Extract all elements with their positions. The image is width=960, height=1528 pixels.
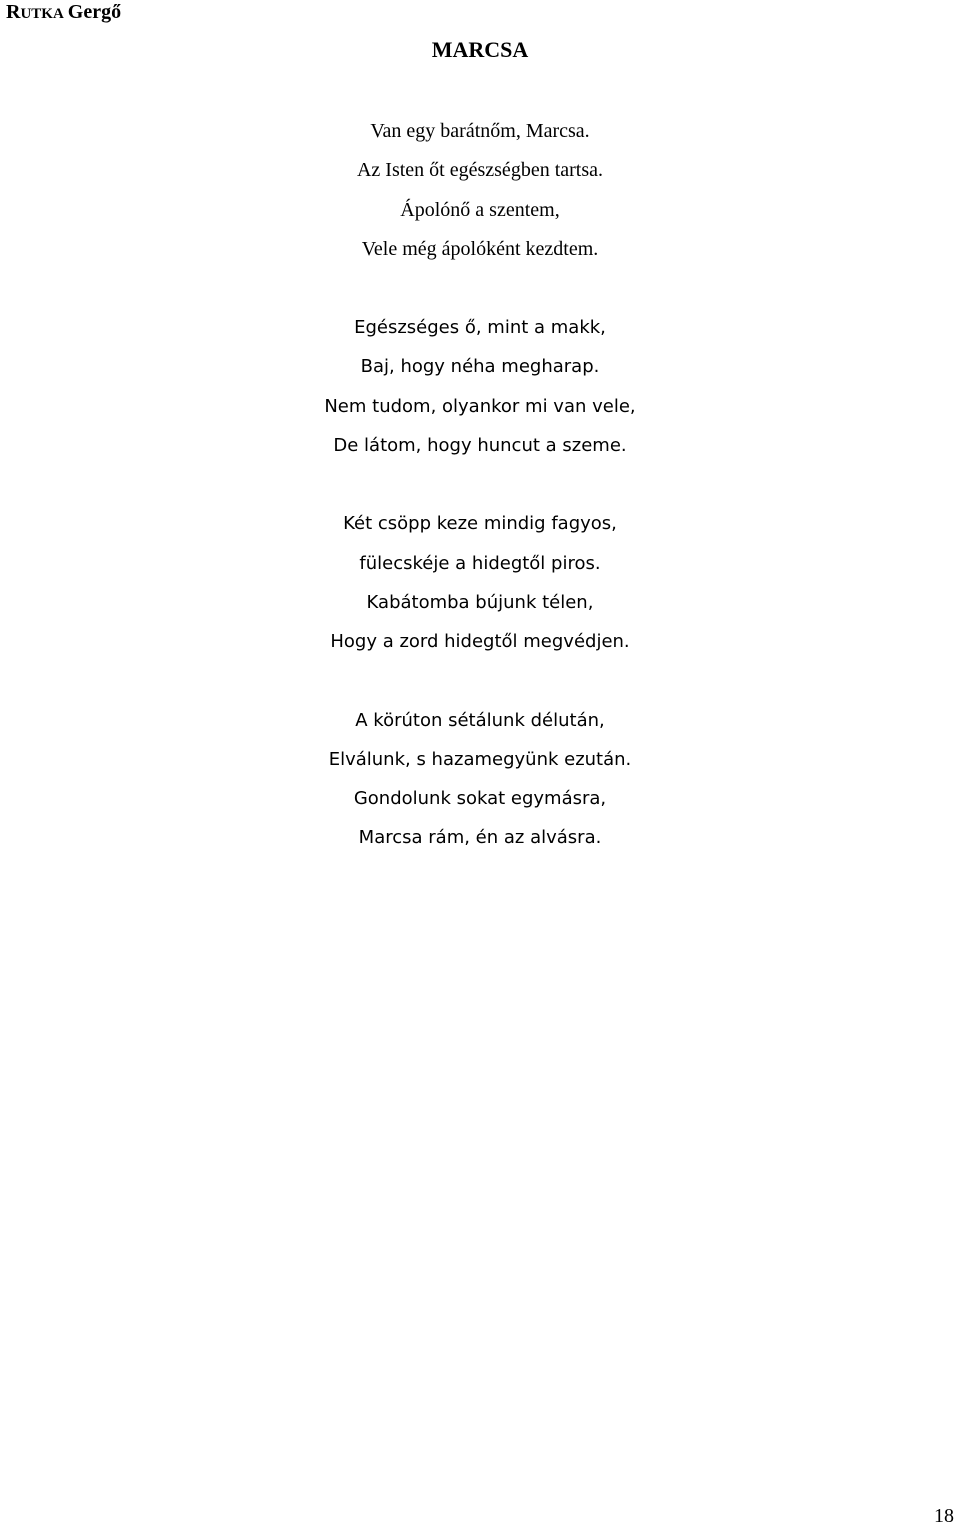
- poem-line: fülecskéje a hidegtől piros.: [359, 552, 601, 574]
- author-given-name: Gergő: [67, 1, 122, 23]
- poem-line: Vele még ápolóként kezdtem.: [361, 237, 599, 260]
- page-number: 18: [934, 1505, 954, 1527]
- running-header-author: [6, 0, 121, 26]
- poem-line: Két csöpp keze mindig fagyos,: [343, 513, 617, 535]
- poem-line: Elválunk, s hazamegyünk ezután.: [328, 748, 632, 770]
- poem-line: Marcsa rám, én az alvásra.: [358, 827, 602, 849]
- poem-line: Az Isten őt egészségben tartsa.: [356, 159, 603, 182]
- poem-line: Van egy barátnőm, Marcsa.: [370, 120, 590, 142]
- poem-line: Nem tudom, olyankor mi van vele,: [324, 395, 636, 417]
- poem-line: A körúton sétálunk délután,: [355, 709, 605, 731]
- poem-line: Egészséges ő, mint a makk,: [354, 317, 606, 339]
- stanza-1: [0, 112, 960, 269]
- author-surname-rest: UTKA: [20, 6, 64, 22]
- poem-line: Kabátomba bújunk télen,: [366, 591, 594, 613]
- poem-line: De látom, hogy huncut a szeme.: [333, 435, 627, 457]
- author-surname-initial: R: [6, 1, 21, 23]
- stanza-3: [0, 504, 960, 661]
- stanza-4: [0, 701, 960, 858]
- stanza-2: [0, 308, 960, 465]
- poem-line: Baj, hogy néha megharap.: [360, 356, 600, 378]
- poem-line: Ápolónő a szentem,: [400, 198, 560, 221]
- poem-title: MARCSA: [431, 37, 529, 62]
- poem-line: Hogy a zord hidegtől megvédjen.: [330, 631, 630, 653]
- poem-line: Gondolunk sokat egymásra,: [353, 788, 607, 810]
- poem-body: [0, 112, 960, 897]
